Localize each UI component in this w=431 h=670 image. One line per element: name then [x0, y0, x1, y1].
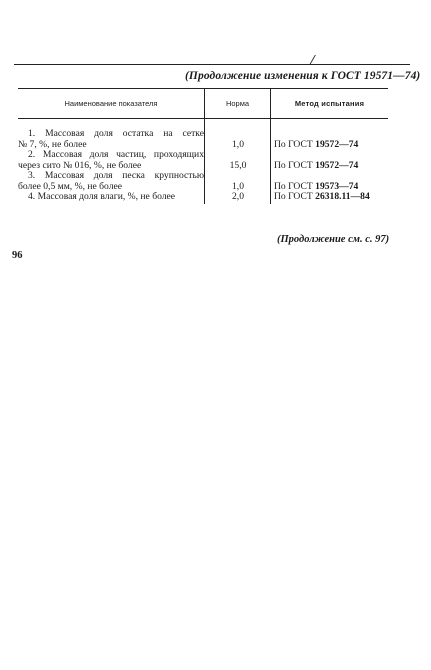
table-row-2-method — [274, 161, 389, 172]
table-row-3-norm: 1,0 — [232, 180, 244, 192]
column-header-indicator: Наименование показателя — [64, 98, 158, 108]
row-1-name-line2: № 7, %, не более — [18, 138, 87, 150]
table-header-border — [18, 118, 388, 119]
top-rule — [14, 64, 410, 65]
continued-note: (Продолжение см. с. 97) — [277, 234, 390, 245]
row-3-name-line1: 3. Массовая доля песка крупностью — [28, 170, 204, 181]
table-row-3-name — [18, 171, 204, 192]
row-2-method-number: 19572—74 — [315, 159, 359, 171]
table-row-2-norm: 15,0 — [229, 159, 247, 171]
row-4-method-prefix: По ГОСТ — [274, 191, 316, 202]
row-3-method-number: 19573—74 — [315, 180, 359, 192]
table-row-1-method — [274, 140, 389, 151]
row-3-name-line2: более 0,5 мм, %, не более — [18, 180, 123, 192]
table-row-1-name — [18, 129, 204, 150]
table-row-4-method — [274, 192, 389, 203]
row-2-name-line2: через сито № 016, %, не более — [18, 159, 142, 171]
row-2-method-prefix: По ГОСТ — [274, 159, 316, 171]
table-row-2-name — [18, 150, 204, 171]
page-number: 96 — [12, 250, 23, 261]
row-2-name-line1: 2. Массовая доля частиц, проходящих — [28, 149, 204, 160]
continuation-heading: (Продолжение изменения к ГОСТ 19571—74) — [185, 70, 421, 82]
table-row-4-norm: 2,0 — [232, 191, 244, 202]
column-header-method: Метод испытания — [294, 98, 365, 108]
column-header-norm: Норма — [225, 98, 250, 108]
table-row-1-norm: 1,0 — [232, 138, 244, 150]
row-4-method-number: 26318.11—84 — [315, 191, 370, 202]
row-3-method-prefix: По ГОСТ — [274, 180, 316, 192]
table-row-4-name — [18, 192, 204, 203]
row-1-method-prefix: По ГОСТ — [274, 138, 316, 150]
row-4-name-line1: 4. Массовая доля влаги, %, не более — [28, 191, 176, 202]
row-1-name-line1: 1. Массовая доля остатка на сетке — [28, 128, 204, 139]
row-1-method-number: 19572—74 — [315, 138, 359, 150]
